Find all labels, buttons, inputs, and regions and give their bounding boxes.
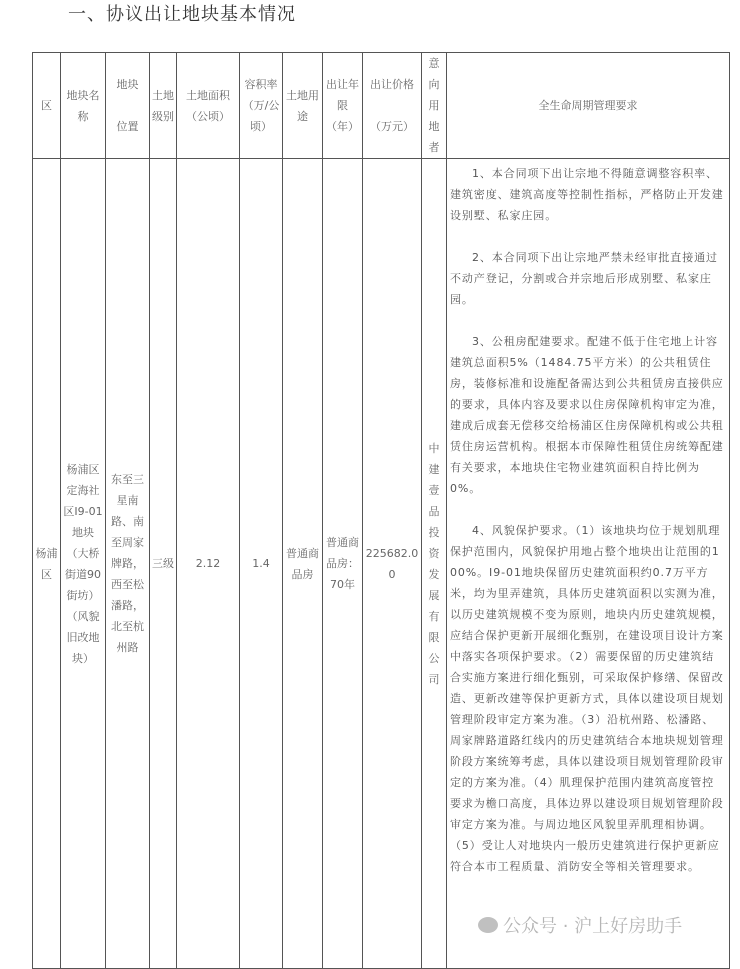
cell-land-use: 普通商品房 xyxy=(283,159,323,969)
wechat-icon xyxy=(478,917,498,933)
cell-location: 东至三星南路、南至周家牌路，西至松潘路，北至杭州路 xyxy=(106,159,150,969)
header-land-grade: 土地级别 xyxy=(150,53,177,159)
header-plot-ratio: 容积率（万/公顷） xyxy=(240,53,283,159)
requirement-2: 2、本合同项下出让宗地严禁未经审批直接通过不动产登记，分割或合并宗地后形成别墅、私家庄园。 xyxy=(450,251,718,306)
cell-requirements xyxy=(447,159,730,969)
requirement-4: 4、风貌保护要求。（1）该地块均位于规划肌理保护范围内，风貌保护用地占整个地块出让范围的100%。I9-01地块保留历史建筑面积约0.7万平方米，均为里弄建筑，具体历史建筑面积以实测为准，以历史建筑规模不变为原则，地块内历史建筑规模，应结合保护更新开展细化甄别，在建设项目设计方案中落实各项保护要求。（2）需要保留的历史建筑结合实施方案进行细化甄别，可采取保护修缮、保留改造、更新改建等保护更新方式，具体以建设项目规划管理阶段审定方案为准。（3）沿杭州路、松潘路、周家牌路道路红线内的历史建筑结合本地块规划管理阶段方案统筹考虑，具体以建设项目规划管理阶段审定的方案为准。（4）肌理保护范围内建筑高度管控要求为檐口高度，具体边界以建设项目规划管理阶段审定方案为准。与周边地区风貌里弄肌理相协调。（5）受让人对地块内一般历史建筑进行保护更新应符合本市工程质量、消防安全等相关管理要求。 xyxy=(450,524,724,873)
land-plot-table xyxy=(32,52,730,969)
header-plot-name: 地块名称 xyxy=(61,53,106,159)
header-district: 区 xyxy=(33,53,61,159)
requirement-3: 3、公租房配建要求。配建不低于住宅地上计容建筑总面积5%（1484.75平方米）的公共租赁住房，装修标准和设施配备需达到公共租赁房直接供应的要求，具体内容及要求以住房保障机构审定为准，建成后成套无偿移交给杨浦区住房保障机构或公共租赁住房运营机构。根据本市保障性租赁住房统筹配建有关要求，本地块住宅物业建筑面积自持比例为0%。 xyxy=(450,335,724,495)
header-price: 出让价格 （万元） xyxy=(363,53,422,159)
cell-term: 普通商品房：70年 xyxy=(323,159,363,969)
cell-district: 杨浦区 xyxy=(33,159,61,969)
watermark xyxy=(478,912,682,938)
cell-land-grade: 三级 xyxy=(150,159,177,969)
header-requirements: 全生命周期管理要求 xyxy=(447,53,730,159)
section-heading: 一、协议出让地块基本情况 xyxy=(68,4,296,25)
header-area: 土地面积（公顷） xyxy=(177,53,240,159)
header-term: 出让年限（年） xyxy=(323,53,363,159)
header-location: 地块 位置 xyxy=(106,53,150,159)
cell-area: 2.12 xyxy=(177,159,240,969)
cell-plot-ratio: 1.4 xyxy=(240,159,283,969)
header-land-use: 土地用途 xyxy=(283,53,323,159)
header-grantee: 意向用地者 xyxy=(422,53,447,159)
cell-price: 225682.00 xyxy=(363,159,422,969)
header-row xyxy=(33,53,730,159)
watermark-text: 公众号 · 沪上好房助手 xyxy=(503,916,683,937)
table-row xyxy=(33,159,730,969)
requirement-1: 1、本合同项下出让宗地不得随意调整容积率、建筑密度、建筑高度等控制性指标，严格防止开发建设别墅、私家庄园。 xyxy=(450,167,724,222)
cell-plot-name: 杨浦区定海社区I9-01地块（大桥街道90街坊）（风貌旧改地块） xyxy=(61,159,106,969)
cell-grantee: 中建壹品投资发展有限公司 xyxy=(422,159,447,969)
